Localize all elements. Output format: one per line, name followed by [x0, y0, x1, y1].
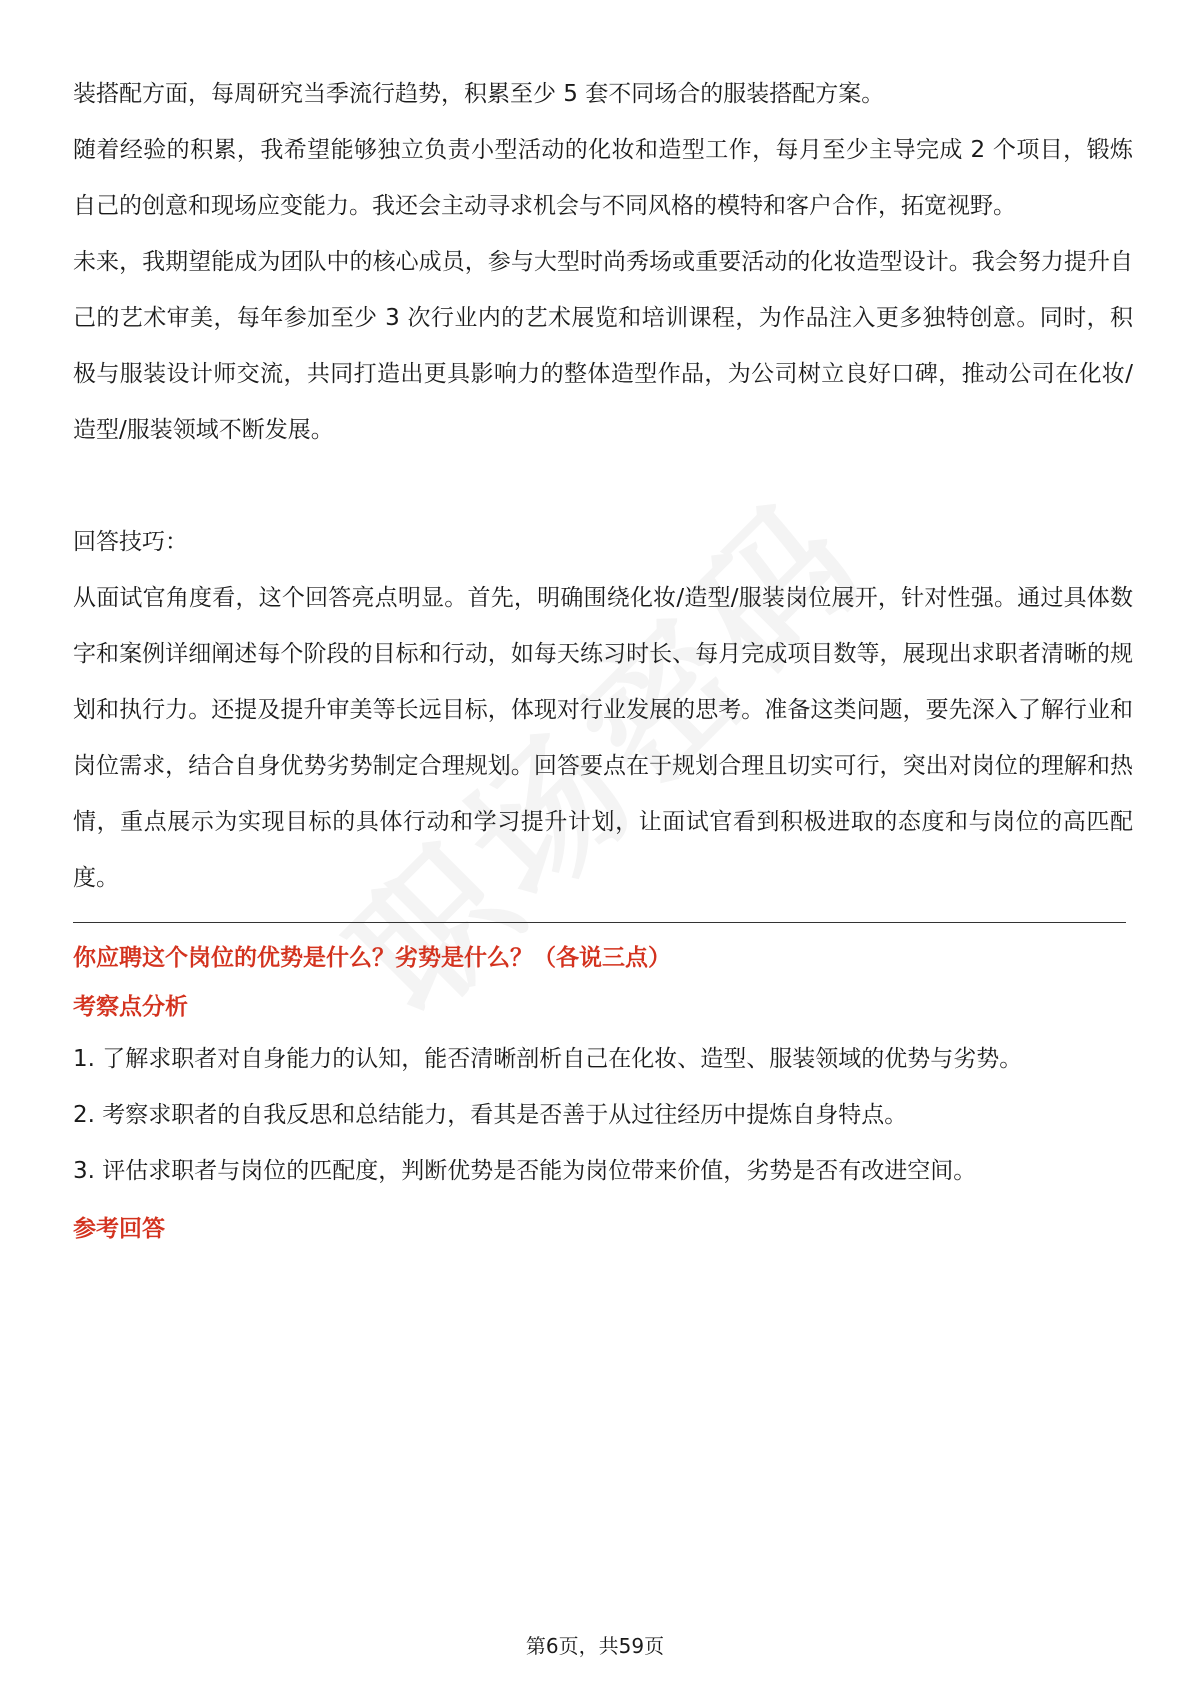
analysis-item-3: 3. 评估求职者与岗位的匹配度，判断优势是否能为岗位带来价值，劣势是否有改进空间。 [73, 1158, 977, 1184]
paragraph-3: 未来，我期望能成为团队中的核心成员，参与大型时尚秀场或重要活动的化妆造型设计。我会努力提升自己的艺术审美，每年参加至少 3 次行业内的艺术展览和培训课程，为作品注入更多独特创意。同时，积极与服装设计师交流，共同打造出更具影响力的整体造型作品，为公司树立良好口碑，推动公司在化妆/造型/服装领域不断发展。 [73, 249, 1133, 443]
question-title: 你应聘这个岗位的优势是什么？劣势是什么？（各说三点） [73, 945, 671, 971]
analysis-item-1: 1. 了解求职者对自身能力的认知，能否清晰剖析自己在化妆、造型、服装领域的优势与劣势。 [73, 1046, 1023, 1072]
tips-body: 从面试官角度看，这个回答亮点明显。首先，明确围绕化妆/造型/服装岗位展开，针对性强。通过具体数字和案例详细阐述每个阶段的目标和行动，如每天练习时长、每月完成项目数等，展现出求职者清晰的规划和执行力。还提及提升审美等长远目标，体现对行业发展的思考。准备这类问题，要先深入了解行业和岗位需求，结合自身优势劣势制定合理规划。回答要点在于规划合理且切实可行，突出对岗位的理解和热情，重点展示为实现目标的具体行动和学习提升计划，让面试官看到积极进取的态度和与岗位的高匹配度。 [73, 585, 1133, 891]
answer-title: 参考回答 [73, 1216, 165, 1242]
document-body [73, 66, 1133, 1253]
analysis-title: 考察点分析 [73, 994, 188, 1020]
paragraph-2: 随着经验的积累，我希望能够独立负责小型活动的化妆和造型工作，每月至少主导完成 2 个项目，锻炼自己的创意和现场应变能力。我还会主动寻求机会与不同风格的模特和客户合作，拓宽视野。 [73, 137, 1133, 219]
section-divider [73, 922, 1126, 923]
paragraph-1: 装搭配方面，每周研究当季流行趋势，积累至少 5 套不同场合的服装搭配方案。 [73, 81, 885, 107]
tips-title: 回答技巧： [73, 529, 188, 555]
page-number: 第6页，共59页 [525, 1634, 665, 1658]
spacer [73, 458, 1133, 514]
analysis-item-2: 2. 考察求职者的自我反思和总结能力，看其是否善于从过往经历中提炼自身特点。 [73, 1102, 908, 1128]
